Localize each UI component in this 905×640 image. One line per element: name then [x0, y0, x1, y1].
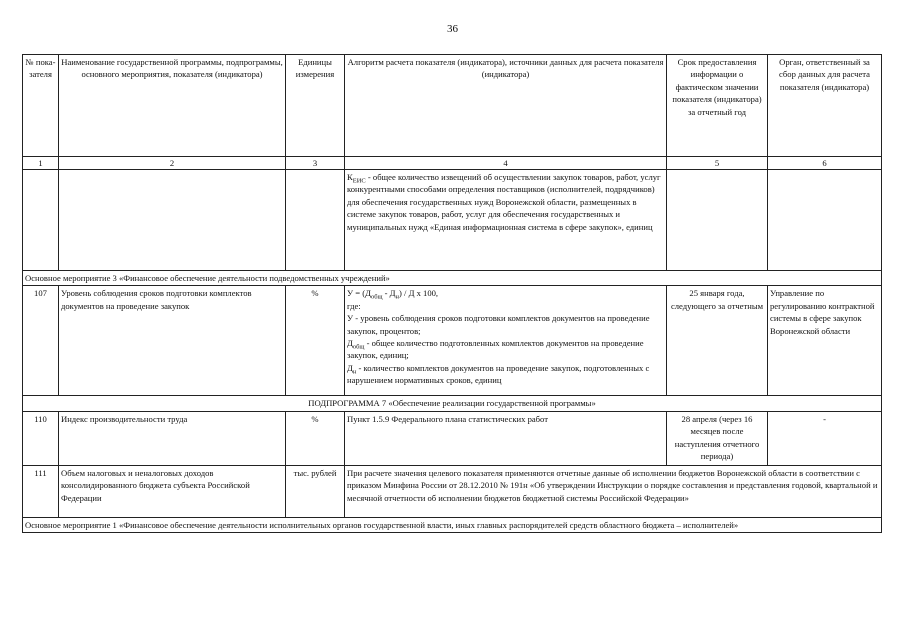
symbol-k-subscript: ЕИС — [352, 177, 366, 185]
continuation-text: - общее количество извещений об осуществлении закупок товаров, работ, услуг конкурентными способами определения поставщиков (исполнителей, подрядчиков) для обеспечения государственных нужд Воронежской области, размещенных в системе закупок товаров, работ, услуг для обеспечения государственных и муниципальных нужд «Единая информационная система в сфере закупок», единиц — [347, 172, 661, 232]
table-row-107 — [23, 286, 882, 396]
indicator-table — [22, 54, 882, 533]
row-107-responsible: Управление по регулированию контрактной системы в сфере закупок Воронежской области — [768, 286, 882, 396]
row-110-unit: % — [286, 411, 345, 465]
row-107-where: где: — [347, 300, 361, 311]
column-number: 4 — [345, 157, 667, 170]
table-row-111 — [23, 465, 882, 517]
subprogram-7-title: ПОДПРОГРАММА 7 «Обеспечение реализации государственной программы» — [23, 396, 882, 411]
column-number: 6 — [768, 157, 882, 170]
column-number: 1 — [23, 157, 59, 170]
column-number: 3 — [286, 157, 345, 170]
row-107-formula: $У = (Д_{общ} - Д_н) / Д$ х 100, — [347, 288, 439, 302]
row-107-def-y: У - уровень соблюдения сроков подготовки комплектов документов на проведение закупок, процентов; — [347, 313, 650, 336]
page-number: 36 — [447, 23, 458, 35]
section-row — [23, 271, 882, 286]
row-107-def-dobsh: $Д_{общ}$ - общее количество подготовленных комплектов документов на проведение закупок, единиц; — [347, 338, 644, 361]
column-number-row — [23, 157, 882, 170]
header-algorithm: Алгоритм расчета показателя (индикатора), источники данных для расчета показателя (индикатора) — [345, 55, 667, 157]
row-110-responsible: - — [768, 411, 882, 465]
column-number: 5 — [667, 157, 768, 170]
row-111-unit: тыс. рублей — [286, 465, 345, 517]
row-111-number: 111 — [23, 465, 59, 517]
row-110-algorithm: Пункт 1.5.9 Федерального плана статистических работ — [345, 411, 667, 465]
table-header-row — [23, 55, 882, 157]
section-1-title: Основное мероприятие 1 «Финансовое обеспечение деятельности исполнительных органов государственной власти, иных главных распорядителей средств областного бюджета – исполнителей» — [23, 517, 882, 532]
continuation-algorithm — [345, 170, 667, 271]
column-number: 2 — [59, 157, 286, 170]
subprogram-row — [23, 396, 882, 411]
header-unit: Единицы измерения — [286, 55, 345, 157]
header-indicator-name: Наименование государственной программы, подпрограммы, основного мероприятия, показателя (индикатора) — [59, 55, 286, 157]
row-110-deadline: 28 апреля (через 16 месяцев после наступления отчетного периода) — [667, 411, 768, 465]
continuation-row — [23, 170, 882, 271]
row-107-deadline: 25 января года, следующего за отчетным — [667, 286, 768, 396]
row-110-number: 110 — [23, 411, 59, 465]
row-107-def-dn: $Д_н$ - количество комплектов документов на проведение закупок, подготовленных с нарушением нормативных сроков, единиц — [347, 362, 650, 386]
row-107-unit: % — [286, 286, 345, 396]
symbol-k: К — [347, 172, 353, 182]
table-row-110 — [23, 411, 882, 465]
row-111-name: Объем налоговых и неналоговых доходов консолидированного бюджета субъекта Российской Федерации — [59, 465, 286, 517]
row-111-algorithm: При расчете значения целевого показателя применяются отчетные данные об исполнении бюджетов Воронежской области в соответствии с приказом Минфина России от 28.12.2010 № 191н «Об утверждении Инструкции о порядке составления и представления годовой, квартальной и месячной отчетности об исполнении бюджетов бюджетной системы Российской Федерации» — [345, 465, 882, 517]
row-110-name: Индекс производительности труда — [59, 411, 286, 465]
row-107-name: Уровень соблюдения сроков подготовки комплектов документов на проведение закупок — [59, 286, 286, 396]
section-3-title: Основное мероприятие 3 «Финансовое обеспечение деятельности подведомственных учреждений» — [23, 271, 882, 286]
section-row — [23, 517, 882, 532]
row-107-algorithm — [345, 286, 667, 396]
header-indicator-number: № пока-зателя — [23, 55, 59, 157]
header-responsible: Орган, ответственный за сбор данных для расчета показателя (индикатора) — [768, 55, 882, 157]
row-107-number: 107 — [23, 286, 59, 396]
header-deadline: Срок предоставления информации о фактическом значении показателя (индикатора) за отчетный год — [667, 55, 768, 157]
